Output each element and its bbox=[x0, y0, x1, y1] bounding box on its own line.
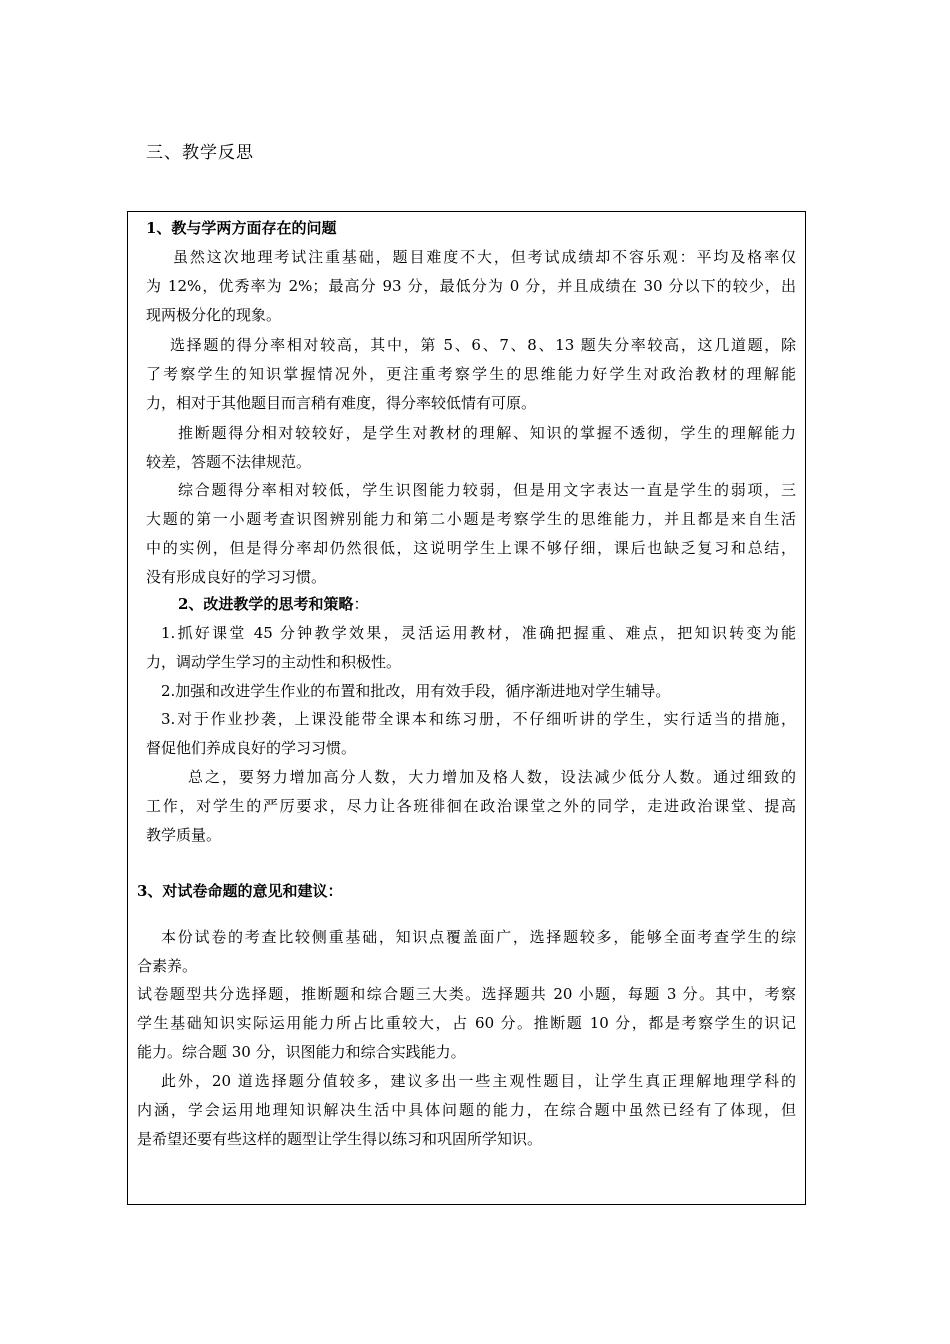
part1-para4-line2: 大题的第一小题考查识图辨别能力和第二小题是考察学生的思维能力，并且都是来自生活 bbox=[146, 510, 796, 528]
part1-heading: 1、教与学两方面存在的问题 bbox=[146, 219, 337, 237]
part3-para2-line2: 学生基础知识实际运用能力所占比重较大，占 60 分。推断题 10 分，都是考察学生的识记 bbox=[137, 1014, 796, 1032]
part2-item3-line2: 督促他们养成良好的学习习惯。 bbox=[146, 739, 357, 757]
part1-para3-line1: 推断题得分相对较较好，是学生对教材的理解、知识的掌握不透彻，学生的理解能力 bbox=[178, 424, 796, 442]
part3-para3-line2: 内涵，学会运用地理知识解决生活中具体问题的能力，在综合题中虽然已经有了体现，但 bbox=[137, 1101, 796, 1119]
part3-heading: 3、对试卷命题的意见和建议： bbox=[137, 882, 343, 900]
part2-item3-line1: 3.对于作业抄袭，上课没能带全课本和练习册，不仔细听讲的学生，实行适当的措施， bbox=[161, 710, 796, 728]
part1-para1-line1: 虽然这次地理考试注重基础，题目难度不大，但考试成绩却不容乐观：平均及格率仅 bbox=[173, 248, 796, 266]
part2-heading-line bbox=[178, 590, 368, 619]
part2-heading-colon: ： bbox=[353, 595, 369, 613]
section-heading: 三、教学反思 bbox=[146, 143, 254, 163]
part1-para1-line2: 为 12%，优秀率为 2%；最高分 93 分，最低分为 0 分，并且成绩在 30 分以下的较少，出 bbox=[146, 277, 796, 295]
part3-para3-line1: 此外，20 道选择题分值较多，建议多出一些主观性题目，让学生真正理解地理学科的 bbox=[161, 1072, 796, 1090]
part3-para1-line2: 合素养。 bbox=[137, 957, 198, 975]
part3-para2-line3: 能力。综合题 30 分，识图能力和综合实践能力。 bbox=[137, 1043, 466, 1061]
part3-para3-line3: 是希望还要有些这样的题型让学生得以练习和巩固所学知识。 bbox=[137, 1130, 543, 1148]
part2-item2-line1: 2.加强和改进学生作业的布置和批改，用有效手段，循序渐进地对学生辅导。 bbox=[161, 682, 671, 700]
part2-item1-line2: 力，调动学生学习的主动性和积极性。 bbox=[146, 653, 402, 671]
part2-summary-line1: 总之，要努力增加高分人数，大力增加及格人数，设法减少低分人数。通过细致的 bbox=[188, 768, 796, 786]
part3-para1-line1: 本份试卷的考查比较侧重基础，知识点覆盖面广，选择题较多，能够全面考查学生的综 bbox=[161, 928, 796, 946]
part1-para1-line3: 现两极分化的现象。 bbox=[146, 306, 282, 324]
part2-summary-line2: 工作，对学生的严厉要求，尽力让各班徘徊在政治课堂之外的同学，走进政治课堂、提高 bbox=[146, 797, 796, 815]
part2-summary-line3: 教学质量。 bbox=[146, 826, 222, 844]
part1-para4-line3: 中的实例，但是得分率却仍然很低，这说明学生上课不够仔细，课后也缺乏复习和总结， bbox=[146, 539, 796, 557]
part3-para2-line1: 试卷题型共分选择题，推断题和综合题三大类。选择题共 20 小题，每题 3 分。其中，考察 bbox=[137, 985, 796, 1003]
part1-para4-line4: 没有形成良好的学习习惯。 bbox=[146, 568, 327, 586]
part2-item1-line1: 1.抓好课堂 45 分钟教学效果，灵活运用教材，准确把握重、难点，把知识转变为能 bbox=[161, 624, 796, 642]
part1-para2-line3: 力，相对于其他题目而言稍有难度，得分率较低情有可原。 bbox=[146, 394, 537, 412]
part1-para3-line2: 较差，答题不法律规范。 bbox=[146, 453, 312, 471]
part1-para2-line2: 了考察学生的知识掌握情况外，更注重考察学生的思维能力好学生对政治教材的理解能 bbox=[146, 365, 796, 383]
part1-para4-line1: 综合题得分率相对较低，学生识图能力较弱，但是用文字表达一直是学生的弱项，三 bbox=[178, 481, 796, 499]
part2-heading: 2、改进教学的思考和策略 bbox=[178, 595, 354, 613]
part1-para2-line1: 选择题的得分率相对较高，其中，第 5、6、7、8、13 题失分率较高，这几道题，除 bbox=[170, 336, 796, 354]
